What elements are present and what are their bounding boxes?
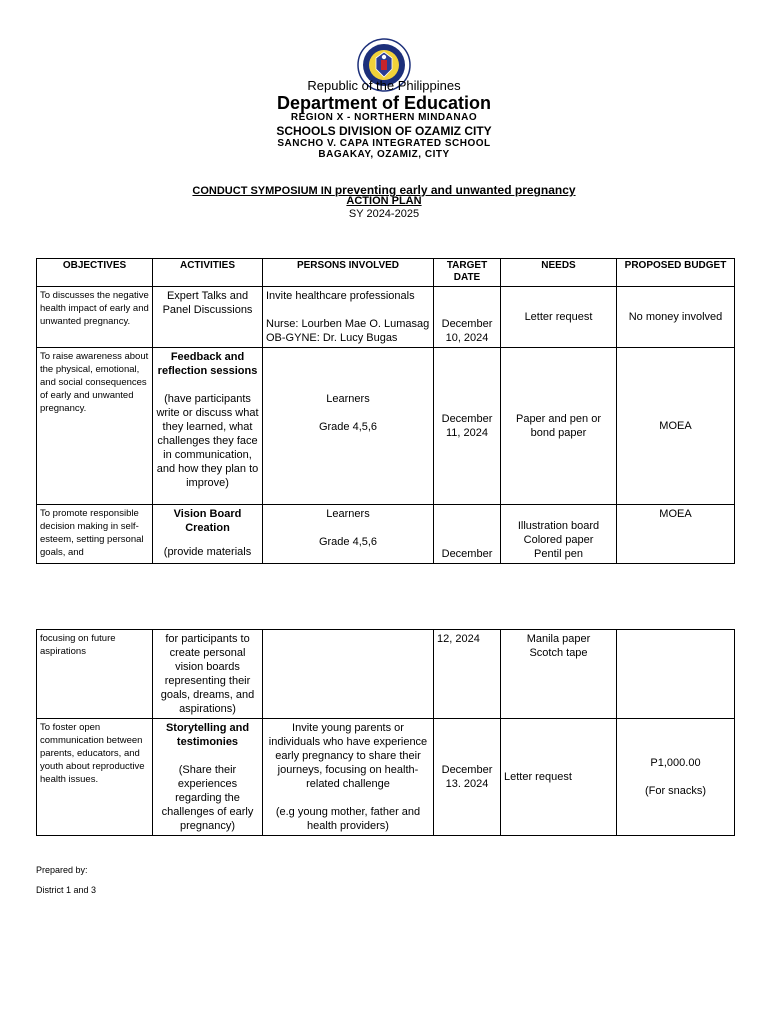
activity-cell: [153, 505, 263, 564]
activity-title: Storytelling and testimonies: [165, 722, 250, 748]
needs-cell: Letter request: [501, 287, 617, 348]
activity-title: Expert Talks and Panel Discussions: [153, 287, 263, 348]
activity-detail: (provide materials: [163, 546, 252, 558]
date-cell: December: [434, 505, 501, 564]
activity-detail: (have participants write or discuss what they learned, what challenges they face in communication, and how they plan to improve): [156, 393, 259, 489]
table-header-row: [37, 259, 735, 287]
needs-cell: Paper and pen or bond paper: [501, 348, 617, 505]
date-cell: December 11, 2024: [434, 348, 501, 505]
budget-cell: [617, 630, 735, 719]
republic-line: Republic of the Philippines: [307, 78, 461, 93]
region-line: REGION X - NORTHERN MINDANAO: [290, 112, 478, 123]
title-topic: preventing early and unwanted pregnancy: [334, 183, 576, 197]
budget-cell: MOEA: [617, 348, 735, 505]
action-plan-heading: ACTION PLAN: [346, 195, 422, 207]
date-cell: December 10, 2024: [434, 287, 501, 348]
district-label: District 1 and 3: [36, 885, 97, 895]
activity-detail: for participants to create personal vision boards representing their goals, dreams, and aspirations): [153, 630, 263, 719]
column-header: NEEDS: [501, 259, 617, 287]
budget-cell: No money involved: [617, 287, 735, 348]
column-header: TARGET DATE: [434, 259, 501, 287]
needs-cell: Letter request: [501, 719, 617, 836]
date-cell: December 13. 2024: [434, 719, 501, 836]
column-header: ACTIVITIES: [153, 259, 263, 287]
persons-cell: Invite healthcare professionals Nurse: Lourben Mae O. Lumasag OB-GYNE: Dr. Lucy Bugas: [263, 287, 434, 348]
persons-cell: Learners Grade 4,5,6: [263, 348, 434, 505]
budget-cell: MOEA: [617, 505, 735, 564]
address-line: BAGAKAY, OZAMIZ, CITY: [318, 149, 450, 160]
division-line: SCHOOLS DIVISION OF OZAMIZ CITY: [276, 124, 492, 138]
objective-cell: focusing on future aspirations: [37, 630, 153, 719]
department-title: Department of Education: [276, 93, 491, 113]
table-row: [37, 719, 735, 836]
table-row: [37, 505, 735, 564]
activity-title: Vision Board Creation: [173, 508, 242, 534]
persons-cell: Learners Grade 4,5,6: [263, 505, 434, 564]
prepared-by-label: Prepared by:: [36, 865, 88, 875]
objective-cell: To discusses the negative health impact of early and unwanted pregnancy.: [37, 287, 153, 348]
table-row: [37, 348, 735, 505]
activity-title: Feedback and reflection sessions: [157, 351, 258, 377]
school-year: SY 2024-2025: [348, 208, 420, 220]
column-header: OBJECTIVES: [37, 259, 153, 287]
activity-cell: [153, 719, 263, 836]
objective-cell: To foster open communication between parents, educators, and youth about reproductive health issues.: [37, 719, 153, 836]
persons-cell: Invite young parents or individuals who have experience early pregnancy to share their journeys, focusing on health-related challenge (e.g young mother, father and health providers): [263, 719, 434, 836]
objective-cell: To raise awareness about the physical, emotional, and social consequences of early and unwanted pregnancy.: [37, 348, 153, 505]
needs-cell: Manila paper Scotch tape: [501, 630, 617, 719]
column-header: PERSONS INVOLVED: [263, 259, 434, 287]
title-prefix: CONDUCT SYMPOSIUM IN: [192, 185, 335, 197]
school-line: SANCHO V. CAPA INTEGRATED SCHOOL: [277, 138, 491, 149]
table-row: [37, 287, 735, 348]
needs-cell: Illustration board Colored paper Pentil pen: [501, 505, 617, 564]
objective-cell: To promote responsible decision making in self-esteem, setting personal goals, and: [37, 505, 153, 564]
activity-detail: (Share their experiences regarding the challenges of early pregnancy): [161, 764, 254, 832]
budget-cell: P1,000.00 (For snacks): [617, 719, 735, 836]
table-row: [37, 630, 735, 719]
column-header: PROPOSED BUDGET: [617, 259, 735, 287]
persons-cell: [263, 630, 434, 719]
action-plan-table-continued: [36, 629, 735, 836]
date-cell: 12, 2024: [434, 630, 501, 719]
activity-cell: [153, 348, 263, 505]
action-plan-table: [36, 258, 735, 564]
